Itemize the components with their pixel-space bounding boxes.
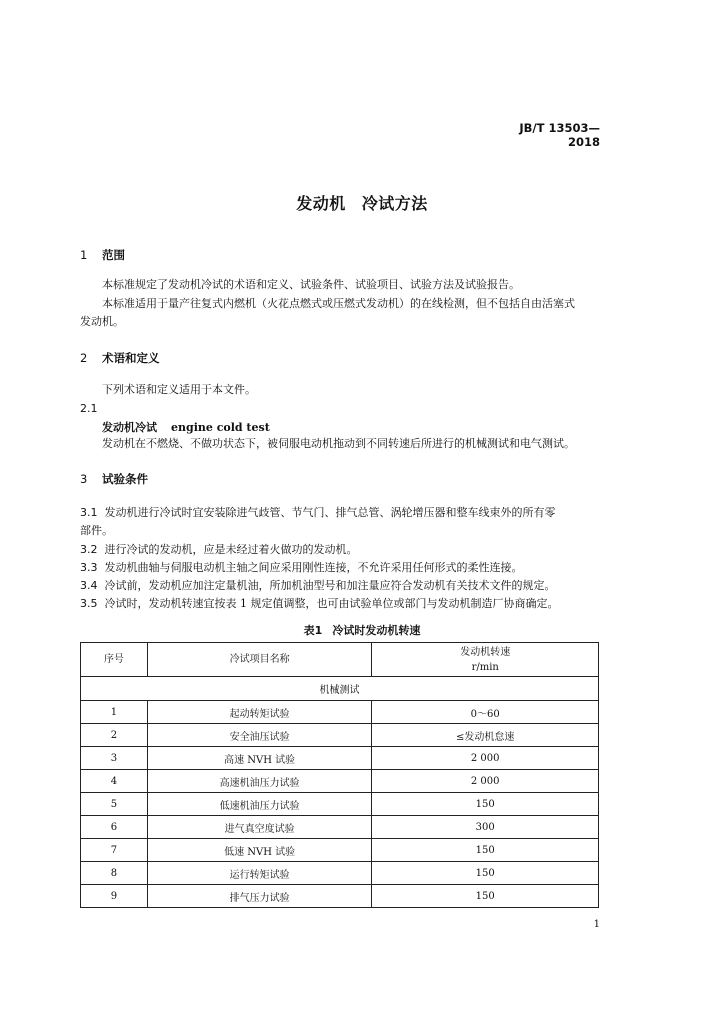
row-serial-no: 6	[81, 816, 148, 839]
section-3-heading	[80, 471, 148, 487]
row-engine-speed: 150	[372, 862, 599, 885]
term-entry	[102, 419, 270, 435]
row-engine-speed: 150	[372, 839, 599, 862]
condition-3-5	[80, 595, 600, 613]
section-number: 3	[80, 472, 88, 486]
row-item-name: 进气真空度试验	[147, 816, 372, 839]
scope-paragraph-2: 本标准适用于量产往复式内燃机（火花点燃式或压燃式发动机）的在线检测，但不包括自由活塞式	[102, 297, 575, 310]
document-title	[0, 191, 724, 214]
condition-3-1-cont: 部件。	[80, 524, 113, 537]
row-serial-no: 4	[81, 770, 148, 793]
row-engine-speed: 150	[372, 885, 599, 908]
clause-text: 冷试时，发动机转速宜按表 1 规定值调整，也可由试验单位或部门与发动机制造厂协商确定。	[104, 597, 559, 610]
clause-text: 冷试前，发动机应加注定量机油，所加机油型号和加注量应符合发动机有关技术文件的规定。	[104, 579, 556, 592]
row-serial-no: 5	[81, 793, 148, 816]
section-2-heading	[80, 350, 160, 366]
clause-number: 3.5	[80, 597, 98, 610]
table-caption-number: 表1	[303, 624, 323, 637]
scope-paragraph-1: 本标准规定了发动机冷试的术语和定义、试验条件、试验项目、试验方法及试验报告。	[102, 278, 520, 291]
row-engine-speed: 2 000	[372, 770, 599, 793]
table-row	[81, 770, 599, 793]
clause-text: 发动机进行冷试时宜安装除进气歧管、节气门、排气总管、涡轮增压器和整车线束外的所有零	[104, 506, 556, 519]
group-label: 机械测试	[81, 677, 599, 701]
section-title: 术语和定义	[102, 351, 160, 365]
condition-3-3	[80, 559, 600, 577]
title-part1: 发动机	[296, 194, 346, 213]
term-definition: 发动机在不燃烧、不做功状态下，被伺服电动机拖动到不同转速后所进行的机械测试和电气测试。	[102, 437, 575, 450]
table-row	[81, 885, 599, 908]
clause-text: 发动机曲轴与伺服电动机主轴之间应采用刚性连接，不允许采用任何形式的柔性连接。	[104, 561, 523, 574]
clause-number: 3.1	[80, 506, 98, 519]
condition-3-1	[80, 504, 600, 522]
row-item-name: 起动转矩试验	[147, 701, 372, 724]
row-engine-speed: 2 000	[372, 747, 599, 770]
table-row	[81, 747, 599, 770]
section-1-heading	[80, 247, 125, 263]
clause-number: 3.2	[80, 543, 98, 556]
speed-table	[80, 642, 599, 908]
row-engine-speed: 300	[372, 816, 599, 839]
header-engine-speed	[372, 643, 599, 677]
table-row	[81, 724, 599, 747]
row-engine-speed: 0～60	[372, 701, 599, 724]
row-serial-no: 2	[81, 724, 148, 747]
row-item-name: 低速机油压力试验	[147, 793, 372, 816]
row-serial-no: 8	[81, 862, 148, 885]
page-number: 1	[593, 919, 600, 930]
scope-paragraph-2-cont: 发动机。	[80, 315, 124, 328]
table-group-row	[81, 677, 599, 701]
header-engine-speed-label: 发动机转速	[460, 646, 511, 658]
table-row	[81, 839, 599, 862]
row-serial-no: 7	[81, 839, 148, 862]
row-item-name: 高速机油压力试验	[147, 770, 372, 793]
clause-number: 3.4	[80, 579, 98, 592]
clause-number: 3.3	[80, 561, 98, 574]
header-serial-no: 序号	[81, 643, 148, 677]
table-caption	[0, 622, 724, 638]
standard-number: JB/T 13503—2018	[519, 121, 600, 149]
section-title: 范围	[102, 248, 125, 262]
row-serial-no: 9	[81, 885, 148, 908]
row-serial-no: 3	[81, 747, 148, 770]
table-row	[81, 862, 599, 885]
term-number: 2.1	[80, 402, 98, 415]
terms-intro: 下列术语和定义适用于本文件。	[102, 383, 256, 396]
term-en: engine cold test	[171, 421, 270, 434]
title-part2: 冷试方法	[361, 194, 428, 213]
row-item-name: 低速 NVH 试验	[147, 839, 372, 862]
header-engine-speed-unit: r/min	[471, 661, 499, 673]
table-header-row	[81, 643, 599, 677]
row-engine-speed: ≤发动机怠速	[372, 724, 599, 747]
section-number: 2	[80, 351, 88, 365]
row-item-name: 排气压力试验	[147, 885, 372, 908]
table-row	[81, 701, 599, 724]
row-engine-speed: 150	[372, 793, 599, 816]
row-item-name: 运行转矩试验	[147, 862, 372, 885]
table-caption-text: 冷试时发动机转速	[332, 624, 421, 637]
condition-3-4	[80, 577, 600, 595]
clause-text: 进行冷试的发动机，应是未经过着火做功的发动机。	[104, 543, 358, 556]
row-serial-no: 1	[81, 701, 148, 724]
table-row	[81, 816, 599, 839]
term-zh: 发动机冷试	[102, 421, 157, 434]
header-item-name: 冷试项目名称	[147, 643, 372, 677]
row-item-name: 高速 NVH 试验	[147, 747, 372, 770]
condition-3-2	[80, 541, 600, 559]
row-item-name: 安全油压试验	[147, 724, 372, 747]
section-title: 试验条件	[102, 472, 148, 486]
section-number: 1	[80, 248, 88, 262]
table-row	[81, 793, 599, 816]
